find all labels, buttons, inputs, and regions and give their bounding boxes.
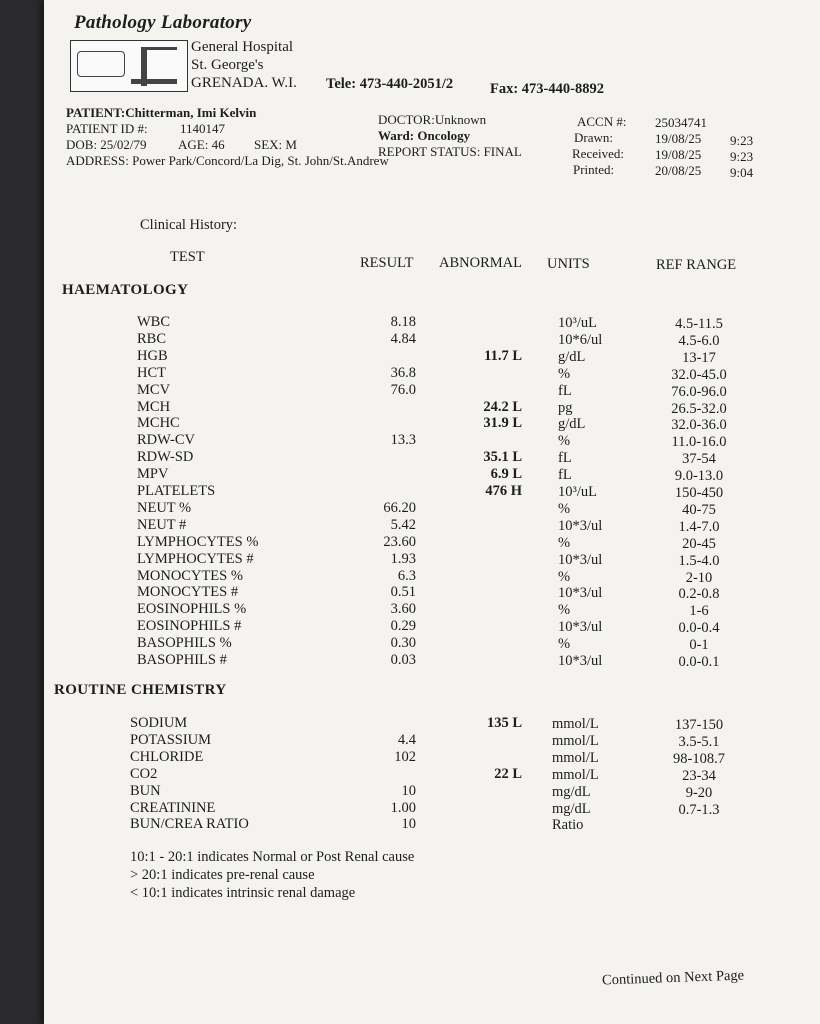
test-name: EOSINOPHILS %	[137, 601, 247, 618]
drawn-label: Drawn:	[574, 130, 613, 145]
test-units: %	[558, 602, 571, 619]
reference-range: 20-45	[682, 535, 716, 552]
patient-age: AGE: 46	[178, 137, 225, 152]
reference-range: 98-108.7	[673, 750, 725, 767]
column-units: UNITS	[547, 256, 590, 272]
test-name: MONOCYTES #	[137, 584, 239, 601]
test-result: 66.20	[383, 499, 416, 516]
accn-number: 25034741	[655, 115, 707, 130]
reference-range: 0.2-0.8	[678, 586, 720, 603]
test-name: MCHC	[137, 415, 180, 432]
abnormal-flag: 24.2 L	[483, 398, 522, 415]
printed-label: Printed:	[573, 162, 615, 177]
reference-range: 11.0-16.0	[671, 434, 727, 451]
test-units: mmol/L	[552, 766, 599, 783]
patient-id: 1140147	[180, 121, 226, 136]
abnormal-flag: 31.9 L	[483, 415, 522, 432]
test-name: BUN	[130, 782, 161, 799]
test-units: g/dL	[558, 348, 586, 365]
test-units: mmol/L	[552, 732, 599, 749]
reference-range: 1.5-4.0	[678, 552, 720, 569]
test-units: %	[558, 500, 571, 517]
ratio-note: > 20:1 indicates pre-renal cause	[130, 867, 315, 883]
test-result: 23.60	[383, 533, 416, 550]
test-result: 1.00	[390, 799, 416, 816]
test-units: mg/dL	[552, 783, 591, 800]
test-result: 36.8	[390, 364, 416, 381]
patient-id-label: PATIENT ID #:	[66, 121, 148, 136]
ratio-note: 10:1 - 20:1 indicates Normal or Post Renal cause	[130, 849, 415, 865]
test-units: pg	[558, 399, 573, 416]
continued-footer: Continued on Next Page	[601, 967, 745, 989]
microscope-logo-icon	[70, 40, 188, 92]
test-result: 0.30	[390, 635, 416, 652]
test-name: NEUT %	[137, 499, 192, 516]
reference-range: 76.0-96.0	[671, 383, 727, 400]
lab-fax: Fax: 473-440-8892	[490, 81, 604, 97]
abnormal-flag: 6.9 L	[490, 466, 522, 483]
abnormal-flag: 11.7 L	[484, 347, 522, 364]
patient-address: ADDRESS: Power Park/Concord/La Dig, St. John/St.Andrew	[66, 153, 389, 168]
reference-range: 150-450	[674, 485, 724, 501]
test-units: mg/dL	[552, 800, 591, 817]
test-name: MONOCYTES %	[137, 567, 243, 584]
test-result: 6.3	[397, 567, 416, 584]
test-name: RDW-CV	[137, 432, 195, 449]
column-result: RESULT	[360, 255, 414, 271]
test-result: 0.29	[390, 618, 416, 635]
reference-range: 9.0-13.0	[674, 468, 724, 485]
test-units: %	[558, 636, 571, 653]
reference-range: 137-150	[674, 717, 724, 733]
reference-range: 13-17	[682, 349, 716, 366]
test-result: 5.42	[390, 516, 416, 533]
test-name: HGB	[137, 347, 168, 364]
test-name: RBC	[137, 330, 167, 347]
hospital-city: St. George's	[191, 57, 264, 73]
printed-date: 20/08/25	[655, 163, 702, 178]
reference-range: 0-1	[689, 637, 709, 654]
test-name: BUN/CREA RATIO	[130, 816, 249, 833]
received-date: 19/08/25	[655, 147, 702, 162]
test-result: 10	[401, 816, 416, 833]
ward: Ward: Oncology	[378, 128, 471, 143]
test-name: PLATELETS	[137, 483, 216, 499]
reference-range: 4.5-6.0	[678, 332, 720, 349]
patient-name: PATIENT:Chitterman, Imi Kelvin	[66, 105, 257, 120]
test-name: CO2	[130, 765, 158, 782]
reference-range: 40-75	[682, 501, 716, 518]
test-result: 0.03	[390, 652, 416, 668]
column-abnormal: ABNORMAL	[439, 255, 522, 271]
test-name: RDW-SD	[137, 449, 194, 466]
reference-range: 4.5-11.5	[675, 316, 723, 332]
test-units: mmol/L	[552, 716, 599, 732]
abnormal-flag: 476 H	[485, 483, 522, 499]
reference-range: 1.4-7.0	[678, 518, 720, 535]
test-name: HCT	[137, 364, 166, 381]
column-test: TEST	[170, 249, 205, 265]
reference-range: 0.0-0.1	[678, 654, 720, 670]
test-units: 10*3/ul	[558, 619, 603, 636]
test-result: 13.3	[390, 432, 416, 449]
patient-sex: SEX: M	[254, 137, 297, 152]
doctor: DOCTOR:Unknown	[378, 112, 487, 127]
lab-telephone: Tele: 473-440-2051/2	[326, 76, 454, 92]
hospital-country: GRENADA. W.I.	[191, 75, 297, 91]
haematology-heading: HAEMATOLOGY	[62, 282, 189, 298]
test-name: EOSINOPHILS #	[137, 618, 242, 635]
reference-range: 32.0-36.0	[671, 417, 727, 434]
test-result: 8.18	[390, 314, 416, 330]
test-units: mmol/L	[552, 749, 599, 766]
test-units: %	[558, 365, 571, 382]
test-name: CREATININE	[130, 799, 216, 816]
test-result: 4.4	[397, 731, 416, 748]
column-ref-range: REF RANGE	[656, 257, 737, 273]
test-name: SODIUM	[130, 715, 188, 731]
test-units: 10*3/ul	[558, 551, 603, 568]
ratio-note: < 10:1 indicates intrinsic renal damage	[130, 885, 356, 901]
reference-range: 3.5-5.1	[678, 733, 720, 750]
reference-range: 32.0-45.0	[671, 366, 727, 383]
chemistry-heading: ROUTINE CHEMISTRY	[54, 682, 227, 698]
test-units: Ratio	[552, 817, 584, 834]
test-units: fL	[558, 382, 572, 399]
test-units: 10*6/ul	[558, 331, 603, 348]
test-name: NEUT #	[137, 516, 187, 533]
test-units: %	[558, 534, 571, 551]
lab-name: Pathology Laboratory	[74, 12, 252, 33]
reference-range: 2-10	[685, 569, 713, 586]
drawn-date: 19/08/25	[655, 131, 702, 146]
test-name: LYMPHOCYTES #	[137, 550, 254, 567]
test-units: fL	[558, 450, 572, 467]
test-name: CHLORIDE	[130, 748, 204, 765]
drawn-time: 9:23	[730, 133, 754, 148]
reference-range: 26.5-32.0	[671, 400, 727, 417]
received-label: Received:	[572, 146, 624, 161]
test-result: 76.0	[390, 381, 416, 398]
test-name: POTASSIUM	[130, 731, 212, 748]
test-result: 102	[394, 748, 416, 765]
reference-range: 0.0-0.4	[678, 620, 720, 637]
reference-range: 23-34	[682, 767, 716, 784]
test-units: g/dL	[558, 416, 586, 433]
reference-range: 0.7-1.3	[678, 801, 720, 818]
test-name: BASOPHILS %	[137, 635, 232, 652]
abnormal-flag: 135 L	[486, 715, 522, 731]
test-units: 10³/uL	[558, 484, 597, 500]
test-units: fL	[558, 467, 572, 484]
test-units: %	[558, 433, 571, 450]
reference-range: 1-6	[689, 603, 709, 620]
patient-dob: DOB: 25/02/79	[66, 137, 147, 152]
test-units: 10*3/ul	[558, 653, 603, 669]
test-units: %	[558, 568, 571, 585]
test-result: 10	[401, 782, 416, 799]
test-units: 10*3/ul	[558, 517, 603, 534]
test-result: 3.60	[390, 601, 416, 618]
test-name: WBC	[137, 314, 171, 330]
accn-label: ACCN #:	[577, 114, 627, 129]
test-result: 4.84	[390, 330, 416, 347]
test-result: 1.93	[390, 550, 416, 567]
test-name: MCV	[137, 381, 171, 398]
report-status: REPORT STATUS: FINAL	[378, 144, 522, 159]
test-name: MPV	[137, 466, 169, 483]
test-units: 10³/uL	[558, 315, 597, 331]
abnormal-flag: 22 L	[494, 765, 522, 782]
printed-time: 9:04	[730, 165, 754, 180]
reference-range: 37-54	[682, 451, 716, 468]
test-name: MCH	[137, 398, 171, 415]
clinical-history-label: Clinical History:	[140, 217, 238, 233]
abnormal-flag: 35.1 L	[483, 449, 522, 466]
test-result: 0.51	[390, 584, 416, 601]
hospital-name: General Hospital	[191, 39, 294, 55]
test-name: BASOPHILS #	[137, 652, 227, 668]
test-units: 10*3/ul	[558, 585, 603, 602]
reference-range: 9-20	[685, 784, 713, 801]
received-time: 9:23	[730, 149, 754, 164]
test-name: LYMPHOCYTES %	[137, 533, 259, 550]
